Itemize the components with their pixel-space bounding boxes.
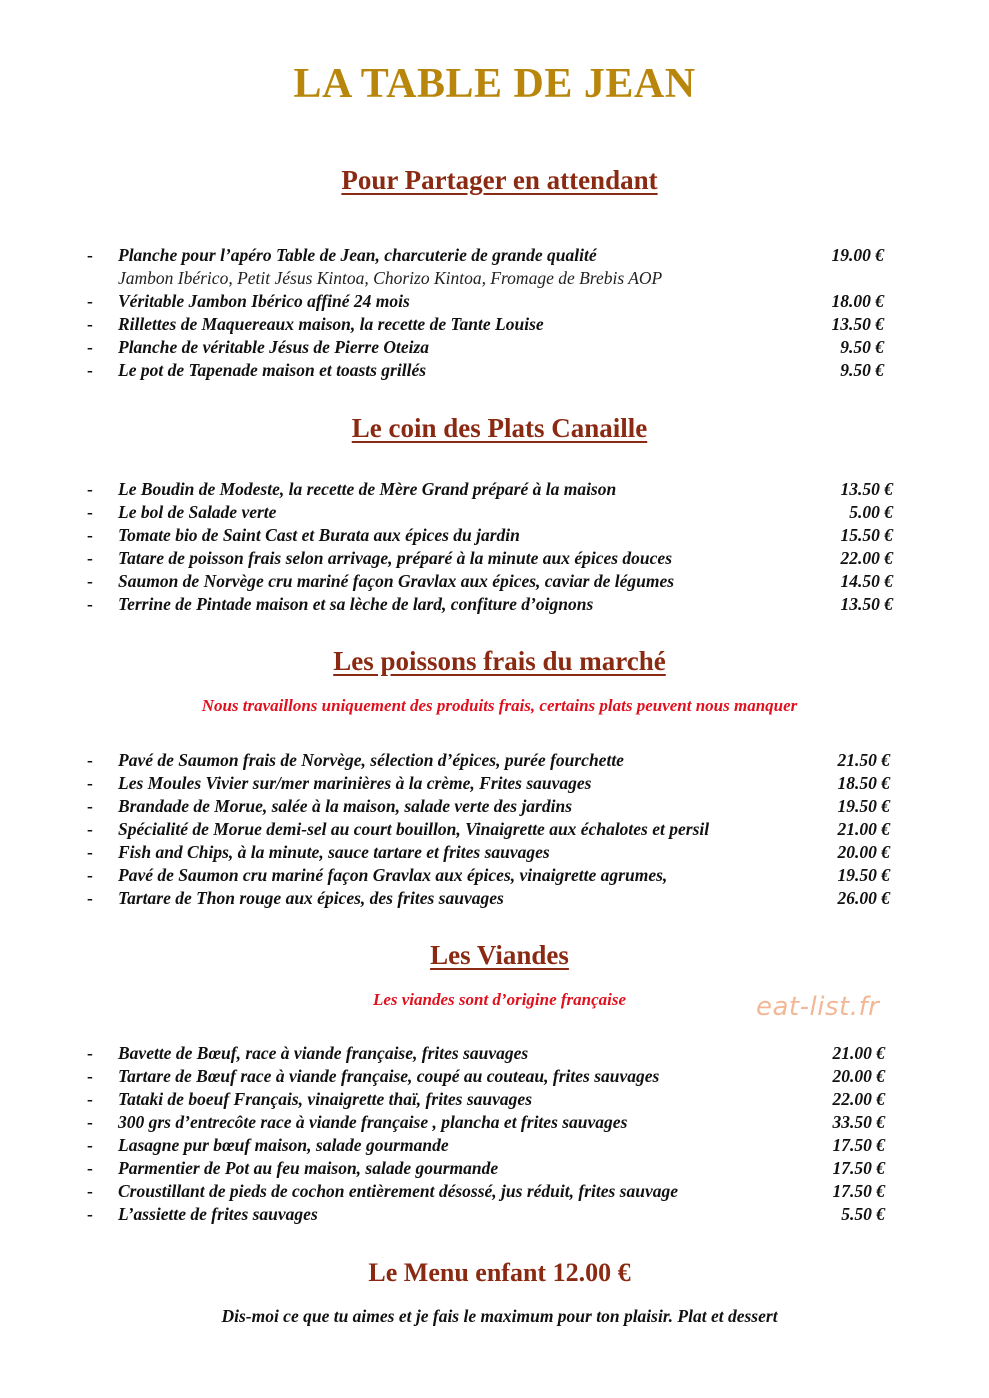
menu-item-price: 17.50 € bbox=[832, 1181, 885, 1201]
menu-item-dash: - bbox=[87, 1181, 93, 1201]
menu-item bbox=[0, 1157, 989, 1180]
menu-item bbox=[0, 1042, 989, 1065]
menu-item bbox=[0, 1111, 989, 1134]
menu-item-dash: - bbox=[87, 773, 93, 793]
menu-item-dash: - bbox=[87, 479, 93, 499]
menu-item-name: Tartare de Thon rouge aux épices, des frites sauvages bbox=[118, 888, 504, 908]
menu-item-price: 18.50 € bbox=[837, 773, 890, 793]
menu-item-name: Le Boudin de Modeste, la recette de Mère Grand préparé à la maison bbox=[118, 479, 617, 499]
menu-item-price: 14.50 € bbox=[840, 571, 893, 591]
menu-item-price: 26.00 € bbox=[837, 888, 890, 908]
menu-item-name: Véritable Jambon Ibérico affiné 24 mois bbox=[118, 291, 410, 311]
menu-item-name: Tomate bio de Saint Cast et Burata aux épices du jardin bbox=[118, 525, 520, 545]
menu-item-dash: - bbox=[87, 571, 93, 591]
section-title-canaille: Le coin des Plats Canaille bbox=[351, 413, 648, 443]
section-notice-viandes: Les viandes sont d’origine française bbox=[372, 990, 627, 1009]
menu-item-name: Tataki de boeuf Français, vinaigrette thaï, frites sauvages bbox=[118, 1089, 533, 1109]
menu-item-dash: - bbox=[87, 1066, 93, 1086]
menu-item-dash: - bbox=[87, 750, 93, 770]
menu-item-price: 22.00 € bbox=[832, 1089, 885, 1109]
menu-item-dash: - bbox=[87, 360, 93, 380]
menu-item bbox=[0, 818, 989, 841]
menu-item bbox=[0, 501, 989, 524]
menu-item-name: Parmentier de Pot au feu maison, salade gourmande bbox=[118, 1158, 499, 1178]
menu-item bbox=[0, 313, 989, 336]
menu-item bbox=[0, 1065, 989, 1088]
menu-item bbox=[0, 1134, 989, 1157]
menu-list-canaille bbox=[0, 478, 989, 616]
menu-item-price: 15.50 € bbox=[840, 525, 893, 545]
kids-menu-title: Le Menu enfant 12.00 € bbox=[368, 1258, 631, 1287]
menu-item bbox=[0, 1088, 989, 1111]
menu-item bbox=[0, 570, 989, 593]
menu-item-price: 9.50 € bbox=[840, 360, 884, 380]
menu-item bbox=[0, 547, 989, 570]
menu-item bbox=[0, 772, 989, 795]
menu-item-dash: - bbox=[87, 819, 93, 839]
section-title-viandes: Les Viandes bbox=[430, 940, 569, 970]
menu-item bbox=[0, 359, 989, 382]
menu-item-name: Le pot de Tapenade maison et toasts grillés bbox=[118, 360, 427, 380]
menu-item-name: Planche de véritable Jésus de Pierre Oteiza bbox=[118, 337, 430, 357]
section-title-poissons: Les poissons frais du marché bbox=[333, 646, 666, 676]
kids-menu-description: Dis-moi ce que tu aimes et je fais le maximum pour ton plaisir. Plat et dessert bbox=[221, 1306, 778, 1326]
menu-item bbox=[0, 1180, 989, 1203]
menu-item-name: Tartare de Bœuf race à viande française, coupé au couteau, frites sauvages bbox=[118, 1066, 660, 1086]
menu-item-name: Bavette de Bœuf, race à viande française, frites sauvages bbox=[118, 1043, 529, 1063]
menu-item-name: Pavé de Saumon frais de Norvège, sélection d’épices, purée fourchette bbox=[118, 750, 624, 770]
menu-item bbox=[0, 749, 989, 772]
menu-item-price: 18.00 € bbox=[831, 291, 884, 311]
menu-item-dash: - bbox=[87, 525, 93, 545]
menu-item-price: 19.50 € bbox=[837, 796, 890, 816]
menu-item-dash: - bbox=[87, 1043, 93, 1063]
menu-item bbox=[0, 841, 989, 864]
menu-item-dash: - bbox=[87, 842, 93, 862]
menu-item-name: Brandade de Morue, salée à la maison, salade verte des jardins bbox=[118, 796, 573, 816]
menu-item-dash: - bbox=[87, 1204, 93, 1224]
menu-item-dash: - bbox=[87, 502, 93, 522]
menu-item-price: 13.50 € bbox=[840, 479, 893, 499]
menu-item-name: Fish and Chips, à la minute, sauce tartare et frites sauvages bbox=[118, 842, 550, 862]
menu-item bbox=[0, 795, 989, 818]
restaurant-title: LA TABLE DE JEAN bbox=[293, 61, 696, 107]
watermark: eat-list.fr bbox=[756, 992, 880, 1022]
menu-item-price: 21.50 € bbox=[837, 750, 890, 770]
menu-item-price: 20.00 € bbox=[832, 1066, 885, 1086]
menu-item bbox=[0, 1203, 989, 1226]
menu-item-name: Spécialité de Morue demi-sel au court bouillon, Vinaigrette aux échalotes et persil bbox=[118, 819, 710, 839]
menu-item-dash: - bbox=[87, 594, 93, 614]
menu-item-price: 13.50 € bbox=[831, 314, 884, 334]
menu-item-price: 13.50 € bbox=[840, 594, 893, 614]
menu-item-dash: - bbox=[87, 245, 93, 265]
menu-item-name: L’assiette de frites sauvages bbox=[118, 1204, 318, 1224]
menu-list-poissons bbox=[0, 749, 989, 910]
menu-item-price: 17.50 € bbox=[832, 1158, 885, 1178]
menu-item-dash: - bbox=[87, 796, 93, 816]
menu-item bbox=[0, 593, 989, 616]
menu-item-name: Saumon de Norvège cru mariné façon Gravlax aux épices, caviar de légumes bbox=[118, 571, 675, 591]
section-notice-poissons: Nous travaillons uniquement des produits frais, certains plats peuvent nous manquer bbox=[201, 696, 798, 715]
menu-item-detail-text: Jambon Ibérico, Petit Jésus Kintoa, Chorizo Kintoa, Fromage de Brebis AOP bbox=[118, 268, 663, 288]
menu-list-viandes bbox=[0, 1042, 989, 1226]
menu-item-price: 5.00 € bbox=[849, 502, 893, 522]
menu-item-name: Tatare de poisson frais selon arrivage, préparé à la minute aux épices douces bbox=[118, 548, 673, 568]
menu-item bbox=[0, 478, 989, 501]
menu-item-price: 22.00 € bbox=[840, 548, 893, 568]
menu-item bbox=[0, 887, 989, 910]
menu-item-name: Planche pour l’apéro Table de Jean, charcuterie de grande qualité bbox=[118, 245, 597, 265]
menu-item bbox=[0, 864, 989, 887]
menu-item-price: 20.00 € bbox=[837, 842, 890, 862]
menu-item-price: 9.50 € bbox=[840, 337, 884, 357]
menu-item-dash: - bbox=[87, 1135, 93, 1155]
menu-item-price: 17.50 € bbox=[832, 1135, 885, 1155]
menu-list-partager bbox=[0, 244, 989, 382]
menu-item bbox=[0, 290, 989, 313]
menu-item bbox=[0, 524, 989, 547]
menu-item-dash: - bbox=[87, 1089, 93, 1109]
menu-item-name: Les Moules Vivier sur/mer marinières à la crème, Frites sauvages bbox=[118, 773, 592, 793]
menu-item-price: 21.00 € bbox=[832, 1043, 885, 1063]
menu-item-name: Le bol de Salade verte bbox=[118, 502, 277, 522]
menu-item-name: Terrine de Pintade maison et sa lèche de lard, confiture d’oignons bbox=[118, 594, 594, 614]
menu-item-name: 300 grs d’entrecôte race à viande française , plancha et frites sauvages bbox=[118, 1112, 628, 1132]
menu-item-name: Rillettes de Maquereaux maison, la recette de Tante Louise bbox=[118, 314, 544, 334]
menu-item-name: Croustillant de pieds de cochon entièrement désossé, jus réduit, frites sauvage bbox=[118, 1181, 679, 1201]
menu-item bbox=[0, 336, 989, 359]
menu-item-dash: - bbox=[87, 314, 93, 334]
menu-item-name: Pavé de Saumon cru mariné façon Gravlax aux épices, vinaigrette agrumes, bbox=[118, 865, 668, 885]
menu-item-dash: - bbox=[87, 865, 93, 885]
menu-item-detail bbox=[0, 267, 989, 290]
menu-item-price: 19.50 € bbox=[837, 865, 890, 885]
menu-item-dash: - bbox=[87, 1158, 93, 1178]
menu-item-price: 19.00 € bbox=[831, 245, 884, 265]
section-title-partager: Pour Partager en attendant bbox=[341, 165, 658, 195]
menu-item bbox=[0, 244, 989, 267]
menu-item-price: 5.50 € bbox=[841, 1204, 885, 1224]
menu-item-dash: - bbox=[87, 548, 93, 568]
menu-item-dash: - bbox=[87, 888, 93, 908]
menu-item-dash: - bbox=[87, 337, 93, 357]
menu-item-dash: - bbox=[87, 291, 93, 311]
menu-item-name: Lasagne pur bœuf maison, salade gourmande bbox=[118, 1135, 449, 1155]
menu-item-price: 33.50 € bbox=[832, 1112, 885, 1132]
menu-item-price: 21.00 € bbox=[837, 819, 890, 839]
menu-item-dash: - bbox=[87, 1112, 93, 1132]
